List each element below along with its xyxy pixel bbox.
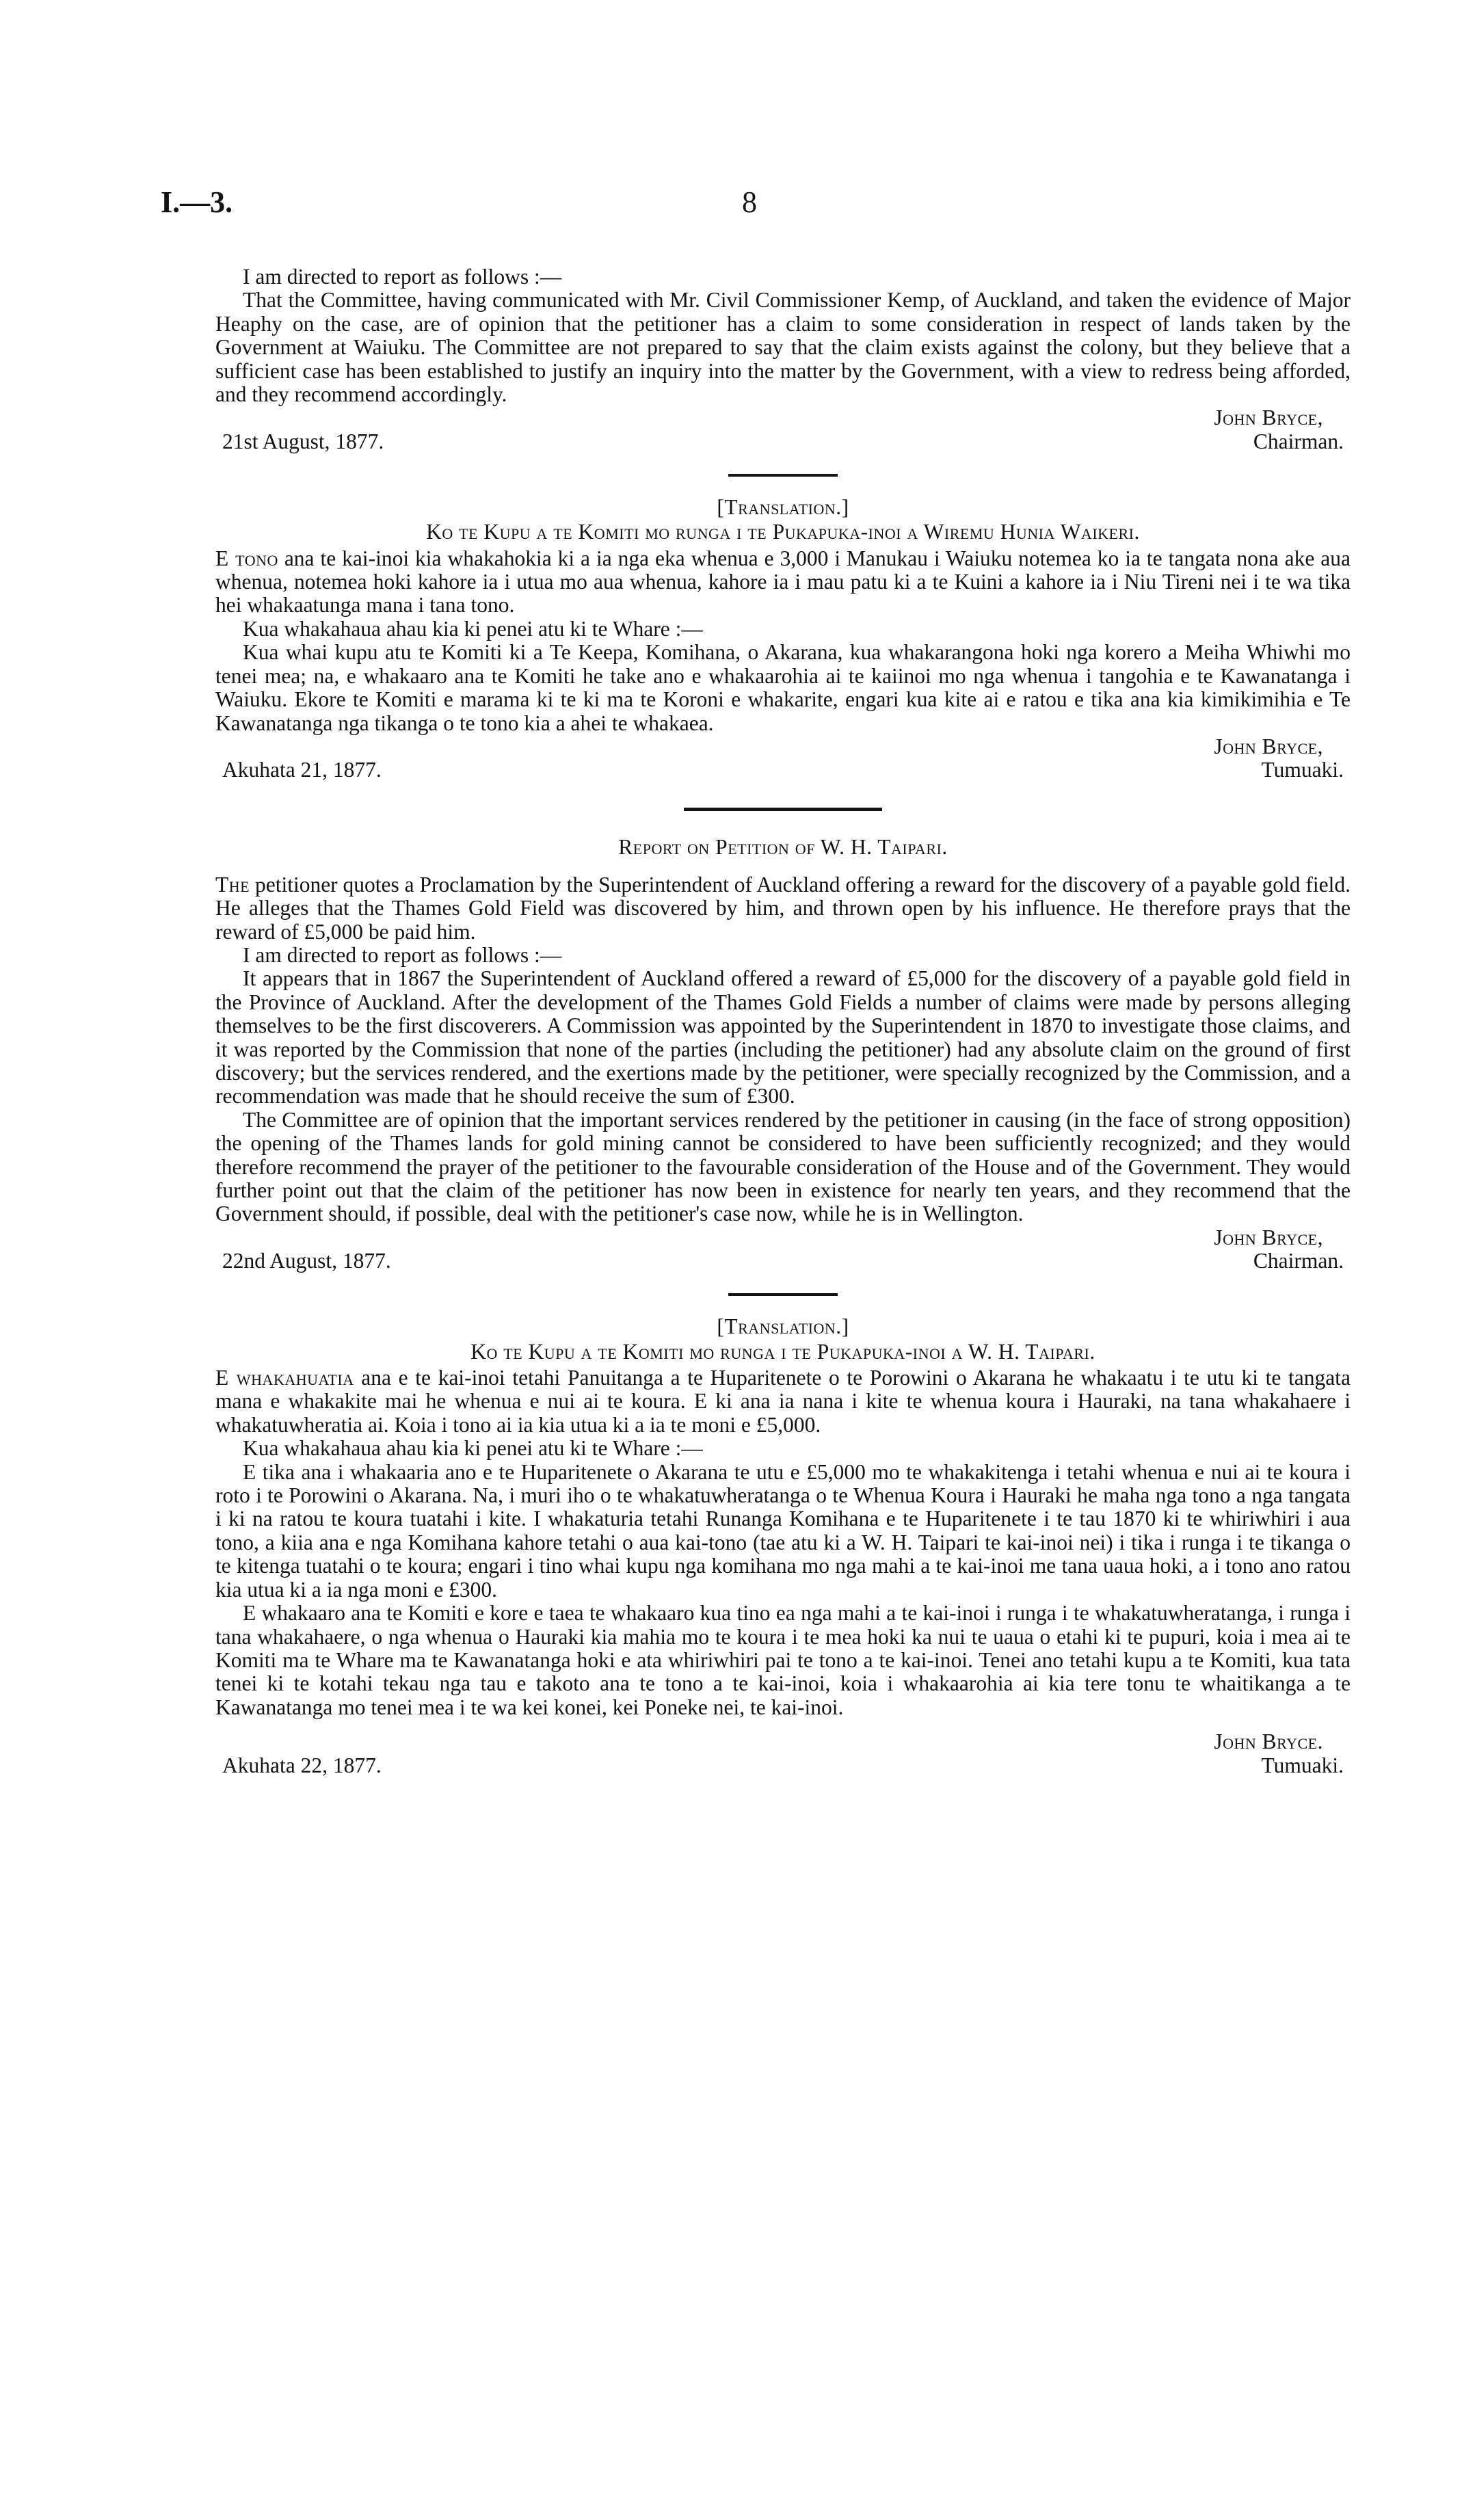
signature: John Bryce, — [1214, 406, 1323, 430]
document-reference: I.—3. — [161, 185, 233, 219]
translation-paragraph: Kua whai kupu atu te Komiti ki a Te Keepa, Komihana, o Akarana, kua whakarangona hoki nga korero a Meiha Whiwhi mo tenei mea; na, e whakaaro ana te Komiti he take ano e whakaarohia ai te kaiinoi mo nga whenua i tangohia e te Kawanatanga i Waiuku. Ekore te Komiti e marama ki te ki ma te Koroni e whakarite, engari kua kite ai e ratou e tika ana kia kimikimihia e Te Kawanatanga nga tikanga o te tono kia a ahei te whakaea. — [215, 640, 1351, 735]
report-section-1 — [215, 265, 1351, 455]
translation-heading: Ko te Kupu a te Komiti mo runga i te Pukapuka-inoi a W. H. Taipari. — [470, 1339, 1095, 1364]
signatory-role: Chairman. — [1253, 1249, 1344, 1273]
lead-words: E tono — [215, 546, 278, 570]
date-row — [215, 430, 1351, 455]
translation-paragraph: E tika ana i whakaaria ano e te Huparitenete o Akarana te utu e £5,000 mo te whakakitenga i tetahi whenua e nui ai te koura i roto i te Porowini o Akarana. Na, i muri iho o te whakatuwheratanga o te Whenua Koura i Hauraki he maha nga tono a nga tangata i ki na ratou te koura tuatahi i kite. I whakaturia tetahi Runanga Komihana e te Huparitenete i te tau 1870 ki te whiriwhiri i aua tono, a kiia ana e nga Komihana kahore tetahi o aua kai-tono (tae atu ki a W. H. Taipari te kai-inoi nei) i tika i runga i te tikanga o te kitenga tuatahi o te koura; engari i tino whai kupu nga komihana mo nga mahi a te kai-inoi me tana uaua hoki, a i tono ano ratou kia utua ki a ia nga moni e £300. — [215, 1459, 1351, 1602]
report-paragraph: I am directed to report as follows :— — [243, 942, 562, 967]
translation-paragraph: E tono ana te kai-inoi kia whakahokia ki a ia nga eka whenua e 3,000 i Manukau i Waiuku notemea ko ia te tangata nona ake aua whenua, notemea hoki kahore ia i utua mo aua whenua, kahore ia i mau patu ki a te Kuini a kahore ia i Niu Tireni nei i te wa tika hei whakaatunga mana i tana tono. — [215, 546, 1351, 618]
signature: John Bryce, — [1214, 1225, 1323, 1249]
report-heading: Report on Petition of W. H. Taipari. — [618, 835, 948, 860]
lead-words: E whakahuatia — [215, 1366, 354, 1390]
date-row — [215, 1249, 1351, 1274]
signature: John Bryce. — [1214, 1729, 1323, 1754]
translation-paragraph: E whakaaro ana te Komiti e kore e taea te whakaaro kua tino ea nga mahi a te kai-inoi i runga i te whakatuwheratanga, i runga i tana whakahaere, o nga whenua o Hauraki kia mahia mo te koura i te mea hoki ka nui te uaua o etahi ki te pupuri, koia i mea ai te Komiti ma te Whare ma te Kawanatanga hoki e ata whiriwhiri pai te tono a te kai-inoi. Tenei ano tetahi kupu a te Komiti, kua tata tenei ki te kotahi tekau nga tau e takoto ana te tono a te kai-inoi, koia i whakaarohia ai kia tere tonu te whaitikanga a te Kawanatanga mo tenei mea i te wa kei konei, kei Poneke nei, te kai-inoi. — [215, 1601, 1351, 1719]
translation-heading: Ko te Kupu a te Komiti mo runga i te Pukapuka-inoi a Wiremu Hunia Waikeri. — [426, 520, 1140, 544]
report-paragraph: It appears that in 1867 the Superintendent of Auckland offered a reward of £5,000 for the discovery of a payable gold field in the Province of Auckland. After the development of the Thames Gold Fields a number of claims were made by persons alleging themselves to be the first discoverers. A Commission was appointed by the Superintendent in 1870 to investigate those claims, and it was reported by the Commission that none of the parties (including the petitioner) had any absolute claim on the ground of first discovery; but the services rendered, and the exertions made by the petitioner, were specially recognized by the Commission, and a recommendation was made that he should receive the sum of £300. — [215, 966, 1351, 1109]
translation-label: [Translation.] — [717, 494, 849, 519]
section-divider-thick — [684, 808, 882, 811]
report-intro: I am directed to report as follows :— — [243, 265, 562, 289]
date-row — [215, 758, 1351, 783]
report-paragraph: The petitioner quotes a Proclamation by the Superintendent of Auckland offering a reward for the discovery of a payable gold field. He alleges that the Thames Gold Field was discovered by him, and thrown open by his influence. He therefore prays that the reward of £5,000 be paid him. — [215, 872, 1351, 944]
page-number: 8 — [742, 185, 757, 219]
report-section-2 — [215, 836, 1351, 1274]
page-content — [215, 265, 1351, 1779]
signatory-role: Tumuaki. — [1261, 758, 1344, 782]
report-date: Akuhata 21, 1877. — [222, 758, 382, 782]
report-paragraph: The Committee are of opinion that the important services rendered by the petitioner in causing (in the face of strong opposition) the opening of the Thames lands for gold mining cannot be considered to have been sufficiently recognized; and they would therefore recommend the prayer of the petitioner to the favourable consideration of the House and of the Government. They would further point out that the claim of the petitioner has now been in existence for nearly ten years, and they recommend that the Government should, if possible, deal with the petitioner's case now, while he is in Wellington. — [215, 1107, 1351, 1226]
translation-paragraph: Kua whakahaua ahau kia ki penei atu ki te Whare :— — [243, 616, 703, 641]
report-date: Akuhata 22, 1877. — [222, 1753, 382, 1777]
report-body: That the Committee, having communicated with Mr. Civil Commissioner Kemp, of Auckland, and taken the evidence of Major Heaphy on the case, are of opinion that the petitioner has a claim to some consideration in respect of lands taken by the Government at Waiuku. The Committee are not prepared to say that the claim exists against the colony, but they believe that a sufficient case has been established to justify an inquiry into the matter by the Government, with a view to redress being afforded, and they recommend accordingly. — [215, 288, 1351, 407]
section-divider — [728, 474, 838, 477]
report-date: 22nd August, 1877. — [222, 1249, 391, 1273]
translation-paragraph: E whakahuatia ana e te kai-inoi tetahi Panuitanga a te Huparitenete o te Porowini o Akarana he whakaatu i te utu ki te tangata mana e whakakite mai he whenua e nui ai te koura. E ki ana ia nana i kite te whenua koura i Hauraki, na tana whakahaere i whakatuwheratia ai. Koia i tono ai ia kia utua ki a ia te moni e £5,000. — [215, 1366, 1351, 1437]
translation-label: [Translation.] — [717, 1314, 849, 1339]
signatory-role: Tumuaki. — [1261, 1753, 1344, 1777]
page-header — [161, 185, 1330, 233]
section-divider — [728, 1293, 838, 1296]
lead-words: The — [215, 872, 250, 897]
translation-paragraph: Kua whakahaua ahau kia ki penei atu ki te Whare :— — [243, 1436, 703, 1461]
signature: John Bryce, — [1214, 734, 1323, 758]
date-row — [215, 1754, 1351, 1779]
translation-section-1 — [215, 496, 1351, 783]
signatory-role: Chairman. — [1253, 429, 1344, 453]
translation-section-2 — [215, 1315, 1351, 1778]
report-date: 21st August, 1877. — [222, 429, 384, 453]
